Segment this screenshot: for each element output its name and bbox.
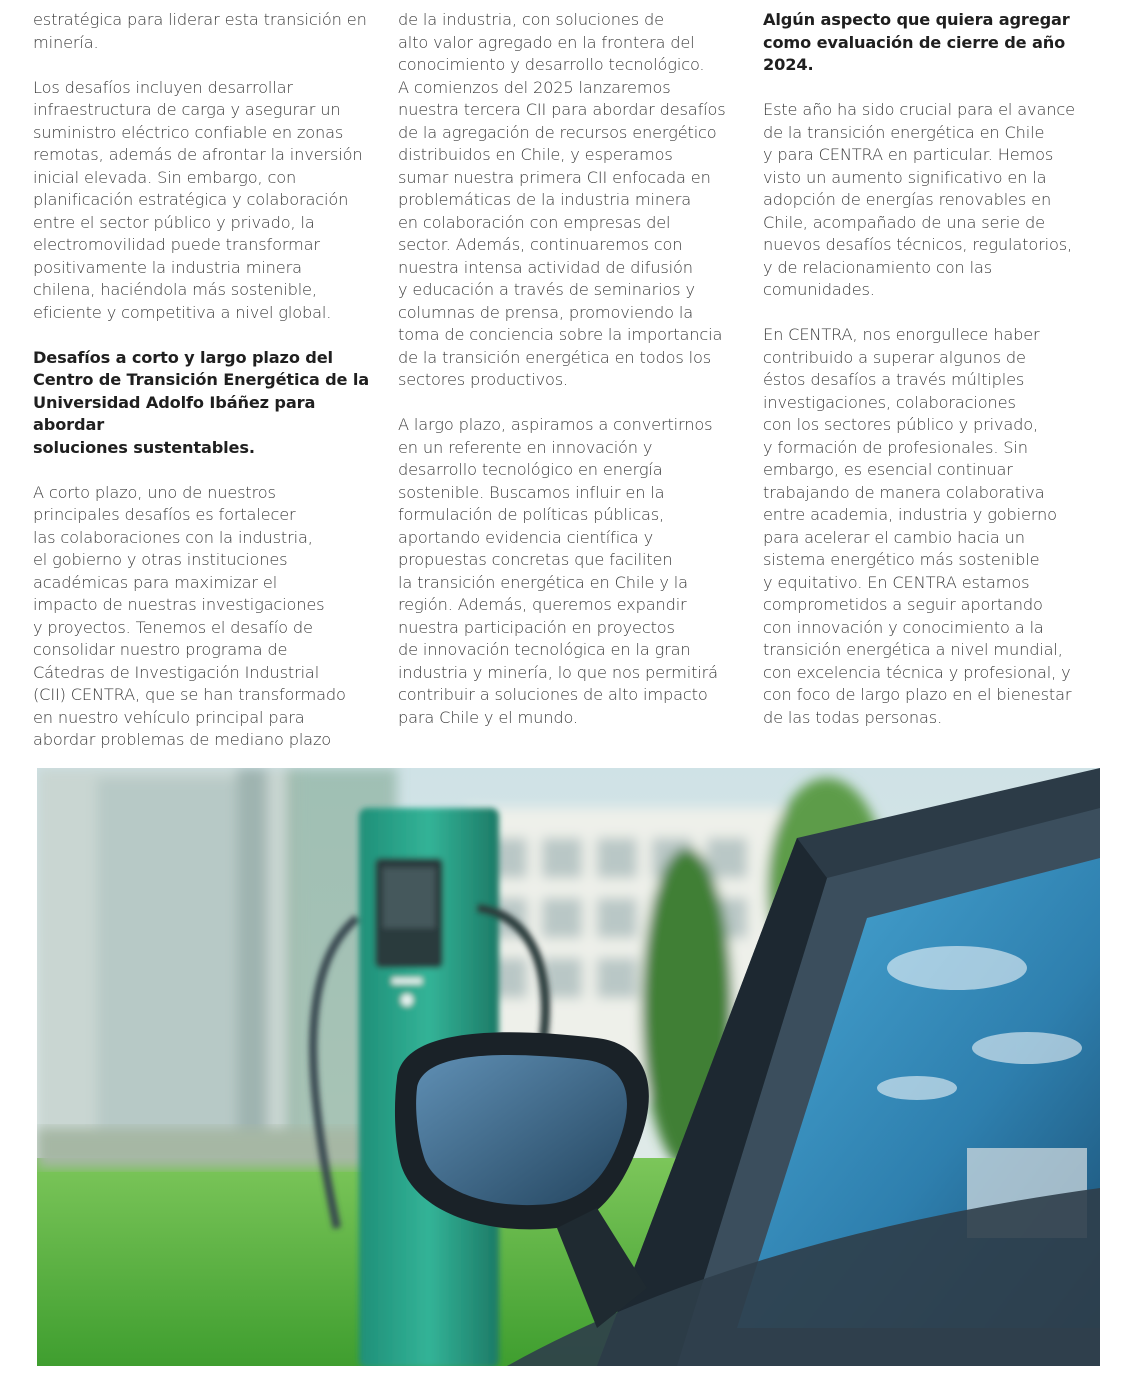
text-line: región. Además, queremos expandir [398, 595, 687, 614]
text-line: comunidades. [763, 280, 875, 299]
text-line: formulación de políticas públicas, [398, 505, 665, 524]
text-line: positivamente la industria minera [33, 257, 302, 277]
text-line: sostenible. Buscamos influir en la [398, 482, 665, 502]
text-line: suministro eléctrico confiable en zonas [33, 122, 344, 142]
text-line: la transición energética en Chile y la [398, 572, 688, 592]
text-line: para Chile y el mundo. [398, 707, 578, 727]
text-line: aportando evidencia científica y [398, 527, 653, 547]
text-line: minería. [33, 32, 99, 52]
text-line: las colaboraciones con la industria, [33, 527, 313, 547]
text-line: distribuidos en Chile, y esperamos [398, 145, 673, 164]
text-line: industria y minería, lo que nos permitirá [398, 662, 718, 682]
text-line: A comienzos del 2025 lanzaremos [398, 77, 671, 97]
paragraph-1-4 [33, 482, 378, 752]
text-line: investigaciones, colaboraciones [763, 392, 1016, 412]
text-line: Chile, acompañado de una serie de [763, 212, 1045, 232]
text-line: electromovilidad puede transformar [33, 235, 320, 254]
text-line: con los sectores público y privado, [763, 415, 1039, 434]
text-line: alto valor agregado en la frontera del [398, 32, 695, 52]
text-line: embargo, es esencial continuar [763, 460, 1013, 479]
text-line: consolidar nuestro programa de [33, 640, 288, 659]
text-line: de la transición energética en Chile [763, 122, 1045, 142]
text-line: de innovación tecnológica en la gran [398, 640, 691, 659]
text-line: y educación a través de seminarios y [398, 280, 695, 299]
paragraph-3-2 [763, 99, 1113, 302]
ev-charging-station-photo [37, 768, 1100, 1366]
text-line: contribuido a superar algunos de [763, 347, 1026, 367]
text-line: Desafíos a corto y largo plazo del [33, 347, 333, 367]
text-line: para acelerar el cambio hacia un [763, 527, 1025, 547]
text-column-1 [33, 9, 378, 752]
text-line: Centro de Transición Energética de la [33, 370, 370, 389]
text-line: como evaluación de cierre de año [763, 32, 1066, 52]
text-line: con excelencia técnica y profesional, y [763, 662, 1071, 682]
text-line: de la transición energética en todos los [398, 347, 711, 367]
text-line: en nuestro vehículo principal para [33, 707, 305, 727]
text-line: remotas, además de afrontar la inversión [33, 145, 363, 164]
text-column-3 [763, 9, 1113, 729]
text-line: conocimiento y desarrollo tecnológico. [398, 55, 705, 74]
text-line: trabajando de manera colaborativa [763, 482, 1045, 502]
text-line: comprometidos a seguir aportando [763, 595, 1043, 614]
text-line: sistema energético más sostenible [763, 550, 1040, 569]
text-line: sector. Además, continuaremos con [398, 235, 683, 254]
text-line: el gobierno y otras instituciones [33, 550, 288, 569]
text-line: de las todas personas. [763, 707, 943, 727]
text-line: de la industria, con soluciones de [398, 10, 664, 29]
text-line: infraestructura de carga y asegurar un [33, 100, 341, 119]
text-line: entre el sector público y privado, la [33, 212, 315, 232]
text-line: contribuir a soluciones de alto impacto [398, 685, 708, 704]
text-line: impacto de nuestras investigaciones [33, 595, 325, 614]
text-line: Universidad Adolfo Ibáñez para abordar [33, 392, 316, 434]
text-line: en un referente en innovación y [398, 437, 653, 457]
text-line: nuestra intensa actividad de difusión [398, 257, 693, 277]
text-line: Algún aspecto que quiera agregar [763, 10, 1070, 29]
text-line: problemáticas de la industria minera [398, 190, 692, 209]
paragraph-3-3 [763, 324, 1113, 729]
text-line: con innovación y conocimiento a la [763, 617, 1044, 637]
text-line: sectores productivos. [398, 370, 569, 389]
text-line: 2024. [763, 55, 814, 74]
paragraph-1-1 [33, 9, 378, 54]
text-line: sumar nuestra primera CII enfocada en [398, 167, 711, 187]
text-line: académicas para maximizar el [33, 572, 278, 592]
text-line: entre academia, industria y gobierno [763, 505, 1057, 524]
text-line: y para CENTRA en particular. Hemos [763, 145, 1054, 164]
text-line: adopción de energías renovables en [763, 190, 1052, 209]
text-line: Este año ha sido crucial para el avance [763, 100, 1075, 119]
text-line: soluciones sustentables. [33, 437, 255, 457]
text-line: nuestra participación en proyectos [398, 617, 675, 637]
text-line: y formación de profesionales. Sin [763, 437, 1028, 457]
text-line: Cátedras de Investigación Industrial [33, 662, 320, 682]
text-line: planificación estratégica y colaboración [33, 190, 349, 209]
text-line: nuevos desafíos técnicos, regulatorios, [763, 235, 1072, 254]
text-line: y proyectos. Tenemos el desafío de [33, 617, 313, 637]
text-column-2 [398, 9, 743, 729]
text-line: y equitativo. En CENTRA estamos [763, 572, 1030, 592]
paragraph-2-1 [398, 9, 743, 392]
text-line: de la agregación de recursos energético [398, 122, 717, 142]
text-line: visto un aumento significativo en la [763, 167, 1047, 187]
section-heading-1-3 [33, 347, 378, 460]
text-line: (CII) CENTRA, que se han transformado [33, 685, 346, 704]
text-line: principales desafíos es fortalecer [33, 505, 296, 524]
photo-illustration [37, 768, 1100, 1366]
text-line: Los desafíos incluyen desarrollar [33, 77, 293, 97]
text-line: A corto plazo, uno de nuestros [33, 482, 276, 502]
text-line: nuestra tercera CII para abordar desafíos [398, 100, 726, 119]
text-line: desarrollo tecnológico en energía [398, 460, 663, 479]
text-line: propuestas concretas que faciliten [398, 550, 673, 569]
text-line: A largo plazo, aspiramos a convertirnos [398, 415, 713, 434]
text-line: y de relacionamiento con las [763, 257, 993, 277]
text-line: chilena, haciéndola más sostenible, [33, 280, 317, 299]
text-line: con foco de largo plazo en el bienestar [763, 685, 1072, 704]
section-heading-3-1 [763, 9, 1113, 77]
paragraph-1-2 [33, 77, 378, 325]
text-line: transición energética a nivel mundial, [763, 640, 1063, 659]
text-line: abordar problemas de mediano plazo [33, 730, 332, 749]
text-line: En CENTRA, nos enorgullece haber [763, 325, 1040, 344]
text-line: columnas de prensa, promoviendo la [398, 302, 693, 322]
text-line: en colaboración con empresas del [398, 212, 671, 232]
text-line: inicial elevada. Sin embargo, con [33, 167, 297, 187]
text-line: eficiente y competitiva a nivel global. [33, 302, 332, 322]
paragraph-2-2 [398, 414, 743, 729]
text-line: estratégica para liderar esta transición en [33, 10, 367, 29]
text-line: toma de conciencia sobre la importancia [398, 325, 723, 344]
text-line: éstos desafíos a través múltiples [763, 370, 1025, 389]
